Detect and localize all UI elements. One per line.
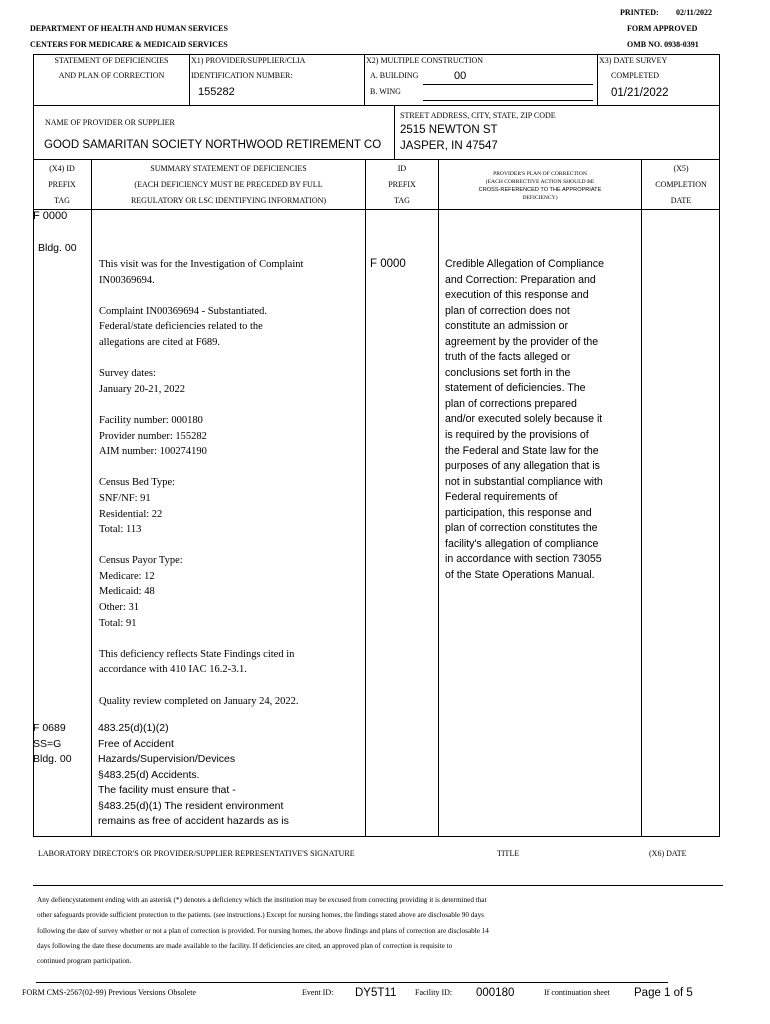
plan-header-2: (EACH CORRECTIVE ACTION SHOULD BE xyxy=(485,179,595,185)
omb-number: OMB NO. 0938-0391 xyxy=(627,40,699,49)
facility-id-label: Facility ID: xyxy=(415,988,453,997)
summary-statement-f0689: 483.25(d)(1)(2) Free of Accident Hazards/Supervision/Devices §483.25(d) Accidents. The facility must ensure that - §483.25(d)(1) The resident environment remains as free of accident hazards as is xyxy=(98,722,289,827)
x5-header-3: DATE xyxy=(670,196,692,205)
x5-header-2: COMPLETION xyxy=(655,180,707,189)
centers-name: CENTERS FOR MEDICARE & MEDICAID SERVICES xyxy=(30,40,228,49)
form-approved: FORM APPROVED xyxy=(627,24,698,33)
street-address: 2515 NEWTON ST xyxy=(400,124,498,136)
provider-id-number: 155282 xyxy=(198,86,235,98)
wing-label: B. WING xyxy=(370,87,401,96)
city-state-zip: JASPER, IN 47547 xyxy=(400,140,498,152)
event-id-label: Event ID: xyxy=(302,988,334,997)
id-header-1: ID xyxy=(397,164,407,173)
provider-box xyxy=(33,105,720,160)
page-number: Page 1 of 5 xyxy=(634,987,693,999)
building-label: A. BUILDING xyxy=(370,71,419,80)
form-number: FORM CMS-2567(02-99) Previous Versions Obsolete xyxy=(22,988,197,997)
provider-name: GOOD SAMARITAN SOCIETY NORTHWOOD RETIREMENT CO xyxy=(44,139,382,151)
date-survey-completed: 01/21/2022 xyxy=(611,87,669,99)
printed-label: PRINTED: xyxy=(620,8,659,17)
x5-header-1: (X5) xyxy=(673,164,689,173)
summary-header-1: SUMMARY STATEMENT OF DEFICIENCIES xyxy=(150,164,307,173)
printed-date: 02/11/2022 xyxy=(676,8,713,17)
footnote-text: Any defiencystatement ending with an asterisk (*) denotes a deficiency which the institution may be excused from correcting providing it is determined that other safeguards provide sufficient protection to the patients. (see instructions.) Except for nursing homes, the findings stated above are disclosable 90 days following the date of survey whether or not a plan of correction is provided. For nursing homes, the above findings and plans of correction are disclosable 14 days following the date these documents are made available to the facility. If deficiencies are cited, an approved plan of correction is requisite to continued program participation. xyxy=(37,896,489,966)
facility-id: 000180 xyxy=(476,987,515,999)
building-value: 00 xyxy=(454,70,467,82)
x2-label: X2) MULTIPLE CONSTRUCTION xyxy=(366,56,484,65)
x6-date-label: (X6) DATE xyxy=(649,849,687,858)
signature-label: LABORATORY DIRECTOR'S OR PROVIDER/SUPPLIER REPRESENTATIVE'S SIGNATURE xyxy=(38,849,355,858)
department-name: DEPARTMENT OF HEALTH AND HUMAN SERVICES xyxy=(30,24,228,33)
x4-header-3: TAG xyxy=(54,196,70,205)
statement-label-2: AND PLAN OF CORRECTION xyxy=(58,71,165,80)
plan-header-3: CROSS-REFERENCED TO THE APPROPRIATE xyxy=(478,187,602,193)
summary-header-3: REGULATORY OR LSC IDENTIFYING INFORMATION) xyxy=(130,196,327,205)
id-prefix-tag-f0000: F 0000 xyxy=(370,258,406,270)
x1-label-1: X1) PROVIDER/SUPPLIER/CLIA xyxy=(191,56,306,65)
summary-header-2: (EACH DEFICIENCY MUST BE PRECEDED BY FULL xyxy=(134,180,323,189)
x3-label-2: COMPLETED xyxy=(611,71,659,80)
building-tag-1: Bldg. 00 xyxy=(38,242,77,254)
x1-label-2: IDENTIFICATION NUMBER: xyxy=(191,71,293,80)
x3-label-1: X3) DATE SURVEY xyxy=(599,56,668,65)
x4-header-1: (X4) ID xyxy=(49,164,75,173)
x4-header-2: PREFIX xyxy=(48,180,76,189)
continuation-label: If continuation sheet xyxy=(544,988,610,997)
id-header-3: TAG xyxy=(394,196,410,205)
prefix-tag-f0689: F 0689 SS=G Bldg. 00 xyxy=(33,722,72,765)
address-label: STREET ADDRESS, CITY, STATE, ZIP CODE xyxy=(400,111,556,120)
plan-of-correction-text: Credible Allegation of Compliance and Correction: Preparation and execution of this response and plan of correction does not constitute an admission or agreement by the provider of the truth of the facts alleged or conclusions set forth in the statement of deficiencies. The plan of corrections prepared and/or executed solely because it is required by the provisions of the Federal and State law for the purposes of any allegation that is not in substantial compliance with Federal requirements of participation, this response and plan of correction constitutes the facility's allegation of compliance in accordance with section 73055 of the State Operations Manual. xyxy=(445,258,604,581)
statement-label-1: STATEMENT OF DEFICIENCIES xyxy=(54,56,169,65)
prefix-tag-f0000: F 0000 xyxy=(33,210,68,222)
plan-header-4: DEFICIENCY) xyxy=(522,195,558,201)
title-label: TITLE xyxy=(497,849,520,858)
id-header-2: PREFIX xyxy=(388,180,416,189)
summary-statement-text: This visit was for the Investigation of Complaint IN00369694. Complaint IN00369694 - Substantiated. Federal/state deficiencies related to the allegations are cited at F689. Survey dates: January 20-21, 2022 Facility number: 000180 Provider number: 155282 AIM number: 100274190 Census Bed Type: SNF/NF: 91 Residential: 22 Total: 113 Census Payor Type: Medicare: 12 Medicaid: 48 Other: 31 Total: 91 This deficiency reflects State Findings cited in accordance with 410 IAC 16.2-3.1. Quality review completed on January 24, 2022. xyxy=(99,259,304,707)
event-id: DY5T11 xyxy=(355,987,397,999)
plan-header-1: PROVIDER'S PLAN OF CORRECTION xyxy=(493,171,587,177)
provider-name-label: NAME OF PROVIDER OR SUPPLIER xyxy=(45,118,175,127)
